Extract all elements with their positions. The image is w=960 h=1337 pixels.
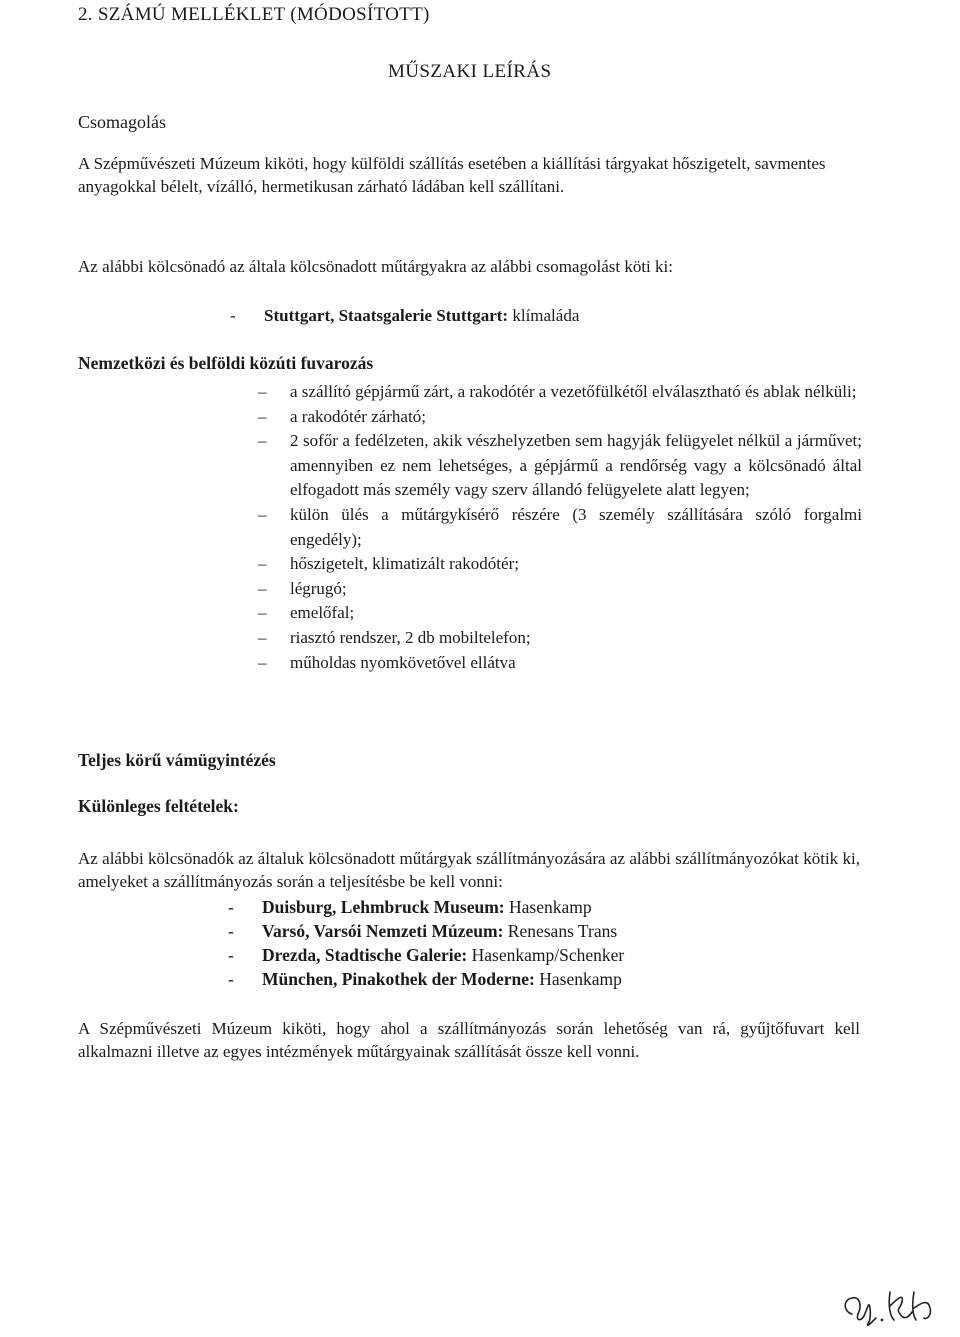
list-item xyxy=(256,626,862,651)
list-dash: – xyxy=(258,382,267,401)
list-dash: – xyxy=(258,578,267,598)
list-item xyxy=(256,552,862,577)
road-transport-heading: Nemzetközi és belföldi közúti fuvarozás xyxy=(78,353,374,373)
list-dash: – xyxy=(258,431,267,451)
packaging-type: klímaláda xyxy=(508,306,580,325)
special-conditions-heading: Különleges feltételek: xyxy=(78,796,239,816)
list-dash: – xyxy=(258,504,267,524)
list-item-text: a rakodótér zárható; xyxy=(290,406,426,426)
list-dash: – xyxy=(258,627,267,647)
list-item xyxy=(256,380,862,405)
list-item xyxy=(256,601,862,626)
list-dash: - xyxy=(228,945,234,965)
annex-title: 2. SZÁMÚ MELLÉKLET (MÓDOSÍTOTT) xyxy=(78,4,430,25)
document-title: MŰSZAKI LEÍRÁS xyxy=(388,61,552,82)
packaging-paragraph: A Szépművészeti Múzeum kiköti, hogy külföldi szállítás esetében a kiállítási tárgyakat hőszigetelt, savmentes anyagokkal bélelt, vízálló, hermetikusan zárható ládában kell szállítani. xyxy=(78,154,826,196)
list-item xyxy=(228,919,624,943)
lender-name: Stuttgart, Staatsgalerie Stuttgart: xyxy=(264,306,509,325)
list-item-text: műholdas nyomkövetővel ellátva xyxy=(290,652,516,672)
forwarder-paragraph: Az alábbi kölcsönadók az általuk kölcsönadott műtárgyak szállítmányozására az alábbi szállítmányozókat kötik ki, amelyeket a szállítmányozás során a teljesítésbe be kell vonni: xyxy=(78,849,860,891)
list-item-text: hőszigetelt, klimatizált rakodótér; xyxy=(290,554,519,574)
list-dash: - xyxy=(228,921,234,941)
lender-name: Varsó, Varsói Nemzeti Múzeum: xyxy=(262,921,504,941)
list-item xyxy=(256,503,862,552)
forwarder-name: Renesans Trans xyxy=(503,921,618,941)
forwarder-name: Hasenkamp/Schenker xyxy=(467,945,625,965)
list-item xyxy=(256,429,862,503)
list-dash: - xyxy=(228,897,234,917)
forwarder-name: Hasenkamp xyxy=(504,897,592,917)
lender-name: Drezda, Stadtische Galerie: xyxy=(262,945,468,965)
list-item-text: riasztó rendszer, 2 db mobiltelefon; xyxy=(290,627,531,647)
lender-name: München, Pinakothek der Moderne: xyxy=(262,969,535,989)
list-item xyxy=(256,405,862,430)
list-item xyxy=(228,943,624,967)
list-item xyxy=(256,651,862,676)
list-dash: – xyxy=(258,554,267,574)
list-item xyxy=(256,577,862,602)
list-item-text: emelőfal; xyxy=(290,603,355,623)
closing-paragraph: A Szépművészeti Múzeum kiköti, hogy ahol a szállítmányozás során lehetőség van rá, gyűjtőfuvart kell alkalmazni illetve az egyes intézmények műtárgyainak szállítását össze kell vonni. xyxy=(78,1019,860,1061)
list-dash: - xyxy=(230,306,236,325)
list-item-text: külön ülés a műtárgykísérő részére (3 személy szállítására szóló forgalmi engedély); xyxy=(290,504,862,549)
list-dash: – xyxy=(258,652,267,672)
stuttgart-packaging-item xyxy=(230,305,579,327)
lender-name: Duisburg, Lehmbruck Museum: xyxy=(262,897,505,917)
lender-packaging-intro: Az alábbi kölcsönadó az általa kölcsönadott műtárgyakra az alábbi csomagolást köti ki: xyxy=(78,257,673,276)
list-item-text: 2 sofőr a fedélzeten, akik vészhelyzetben sem hagyják felügyelet nélkül a járművet; amennyiben ez nem lehetséges, a gépjármű a rendőrség vagy a kölcsönadó által elfogadott más személy vagy szerv állandó felügyelete alatt legyen; xyxy=(290,431,862,500)
handwritten-signature xyxy=(838,1262,938,1332)
list-dash: - xyxy=(228,969,234,989)
forwarder-list xyxy=(228,895,624,991)
customs-heading: Teljes körű vámügyintézés xyxy=(78,750,276,770)
list-item xyxy=(228,967,624,991)
packaging-heading: Csomagolás xyxy=(78,112,166,132)
list-item-text: légrugó; xyxy=(290,578,347,598)
forwarder-name: Hasenkamp xyxy=(534,969,622,989)
list-dash: – xyxy=(258,603,267,623)
list-dash: – xyxy=(258,406,267,426)
list-item-text: a szállító gépjármű zárt, a rakodótér a vezetőfülkétől elválasztható és ablak nélküli; xyxy=(290,382,857,401)
list-item xyxy=(228,895,624,919)
road-transport-list xyxy=(256,380,862,675)
